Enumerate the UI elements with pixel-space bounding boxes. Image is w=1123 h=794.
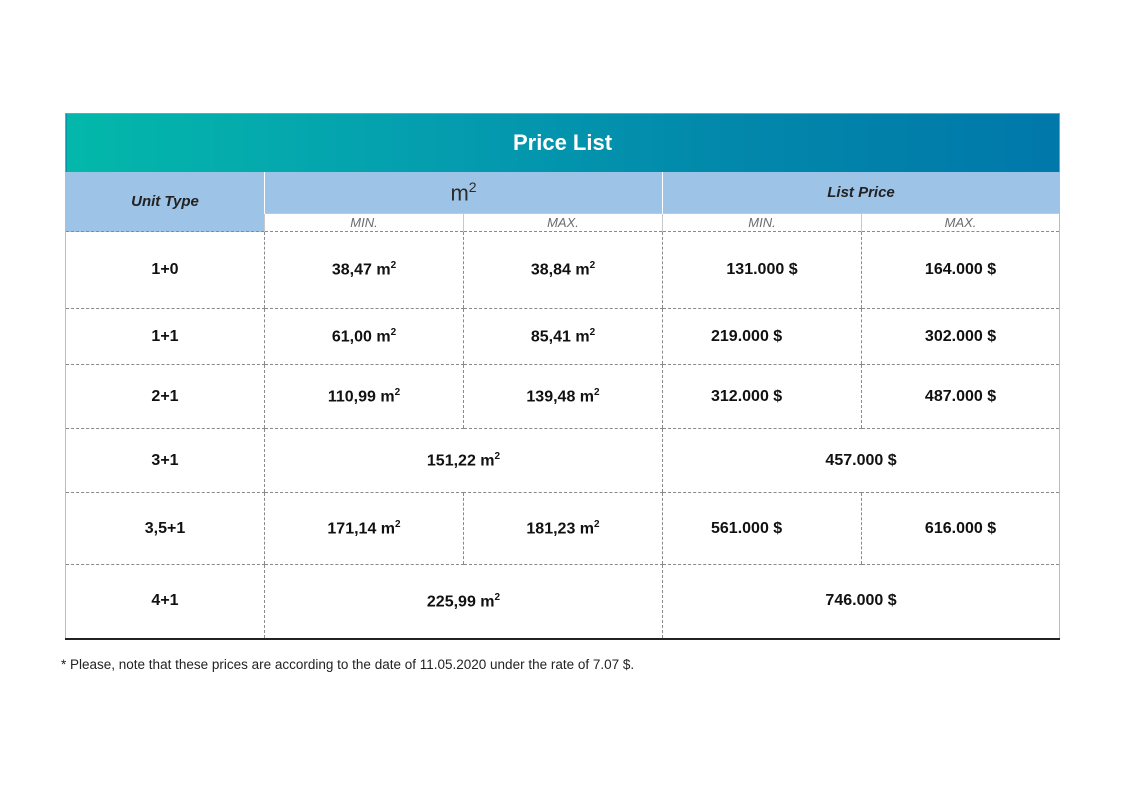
title-row	[66, 114, 1060, 173]
area-value: 151,22 m	[426, 452, 495, 470]
price-table	[65, 113, 1060, 640]
header-list-price: List Price	[663, 172, 1060, 214]
unit-type-cell: 4+1	[66, 565, 265, 639]
area-min-value: 61,00 m	[331, 328, 391, 346]
subheader-price-min: MIN.	[663, 214, 862, 232]
unit-type-cell: 1+1	[66, 309, 265, 365]
area-min-cell	[265, 232, 464, 309]
unit-sup: 2	[390, 326, 397, 338]
header-row	[66, 172, 1060, 214]
unit-sup: 2	[594, 518, 600, 530]
unit-sup: 2	[494, 450, 501, 462]
subheader-area-max: MAX.	[464, 214, 663, 232]
unit-type-cell: 3,5+1	[66, 493, 265, 565]
table-row	[66, 365, 1060, 429]
footnote: * Please, note that these prices are according to the date of 11.05.2020 under the rate of 7.07 $.	[61, 657, 635, 672]
price-max-cell: 487.000 $	[862, 365, 1060, 429]
subheader-price-max: MAX.	[862, 214, 1060, 232]
unit-sup: 2	[395, 518, 401, 530]
area-min-cell	[265, 309, 464, 365]
area-min-cell	[265, 365, 464, 429]
table-row	[66, 565, 1060, 639]
price-max-cell: 302.000 $	[862, 309, 1060, 365]
area-min-value: 38,47 m	[331, 261, 391, 279]
price-max-cell: 616.000 $	[862, 493, 1060, 565]
unit-sup: 2	[589, 326, 596, 338]
unit-type-cell: 3+1	[66, 429, 265, 493]
price-max-cell: 164.000 $	[862, 232, 1060, 309]
area-max-value: 85,41 m	[530, 328, 590, 346]
price-cell: 746.000 $	[663, 565, 1060, 639]
table-title: Price List	[66, 114, 1060, 173]
area-min-cell	[265, 493, 464, 565]
area-min-value: 110,99 m	[327, 388, 395, 406]
header-area	[265, 172, 663, 214]
unit-type-cell: 1+0	[66, 232, 265, 309]
area-cell	[265, 429, 663, 493]
table-row	[66, 232, 1060, 309]
area-cell	[265, 565, 663, 639]
price-list-sheet	[65, 113, 1059, 640]
area-min-value: 171,14 m	[327, 520, 396, 538]
header-area-label: m	[450, 180, 469, 206]
unit-type-cell: 2+1	[66, 365, 265, 429]
unit-sup: 2	[494, 591, 501, 603]
price-min-cell: 312.000 $	[663, 365, 862, 429]
price-cell: 457.000 $	[663, 429, 1060, 493]
price-min-cell: 219.000 $	[663, 309, 862, 365]
area-max-cell	[464, 309, 663, 365]
unit-sup: 2	[394, 386, 401, 398]
unit-sup: 2	[589, 260, 596, 272]
area-max-cell	[464, 232, 663, 309]
table-row	[66, 429, 1060, 493]
area-max-cell	[464, 493, 663, 565]
area-value: 225,99 m	[426, 592, 495, 610]
price-min-cell: 561.000 $	[663, 493, 862, 565]
table-row	[66, 493, 1060, 565]
table-row	[66, 309, 1060, 365]
unit-sup: 2	[390, 260, 397, 272]
area-max-value: 38,84 m	[530, 261, 590, 279]
header-area-sup: 2	[468, 178, 477, 195]
header-unit-type: Unit Type	[66, 172, 265, 232]
area-max-value: 181,23 m	[526, 520, 595, 538]
area-max-cell	[464, 365, 663, 429]
unit-sup: 2	[594, 386, 600, 398]
area-max-value: 139,48 m	[526, 388, 595, 406]
subheader-area-min: MIN.	[265, 214, 464, 232]
price-min-cell: 131.000 $	[663, 232, 862, 309]
